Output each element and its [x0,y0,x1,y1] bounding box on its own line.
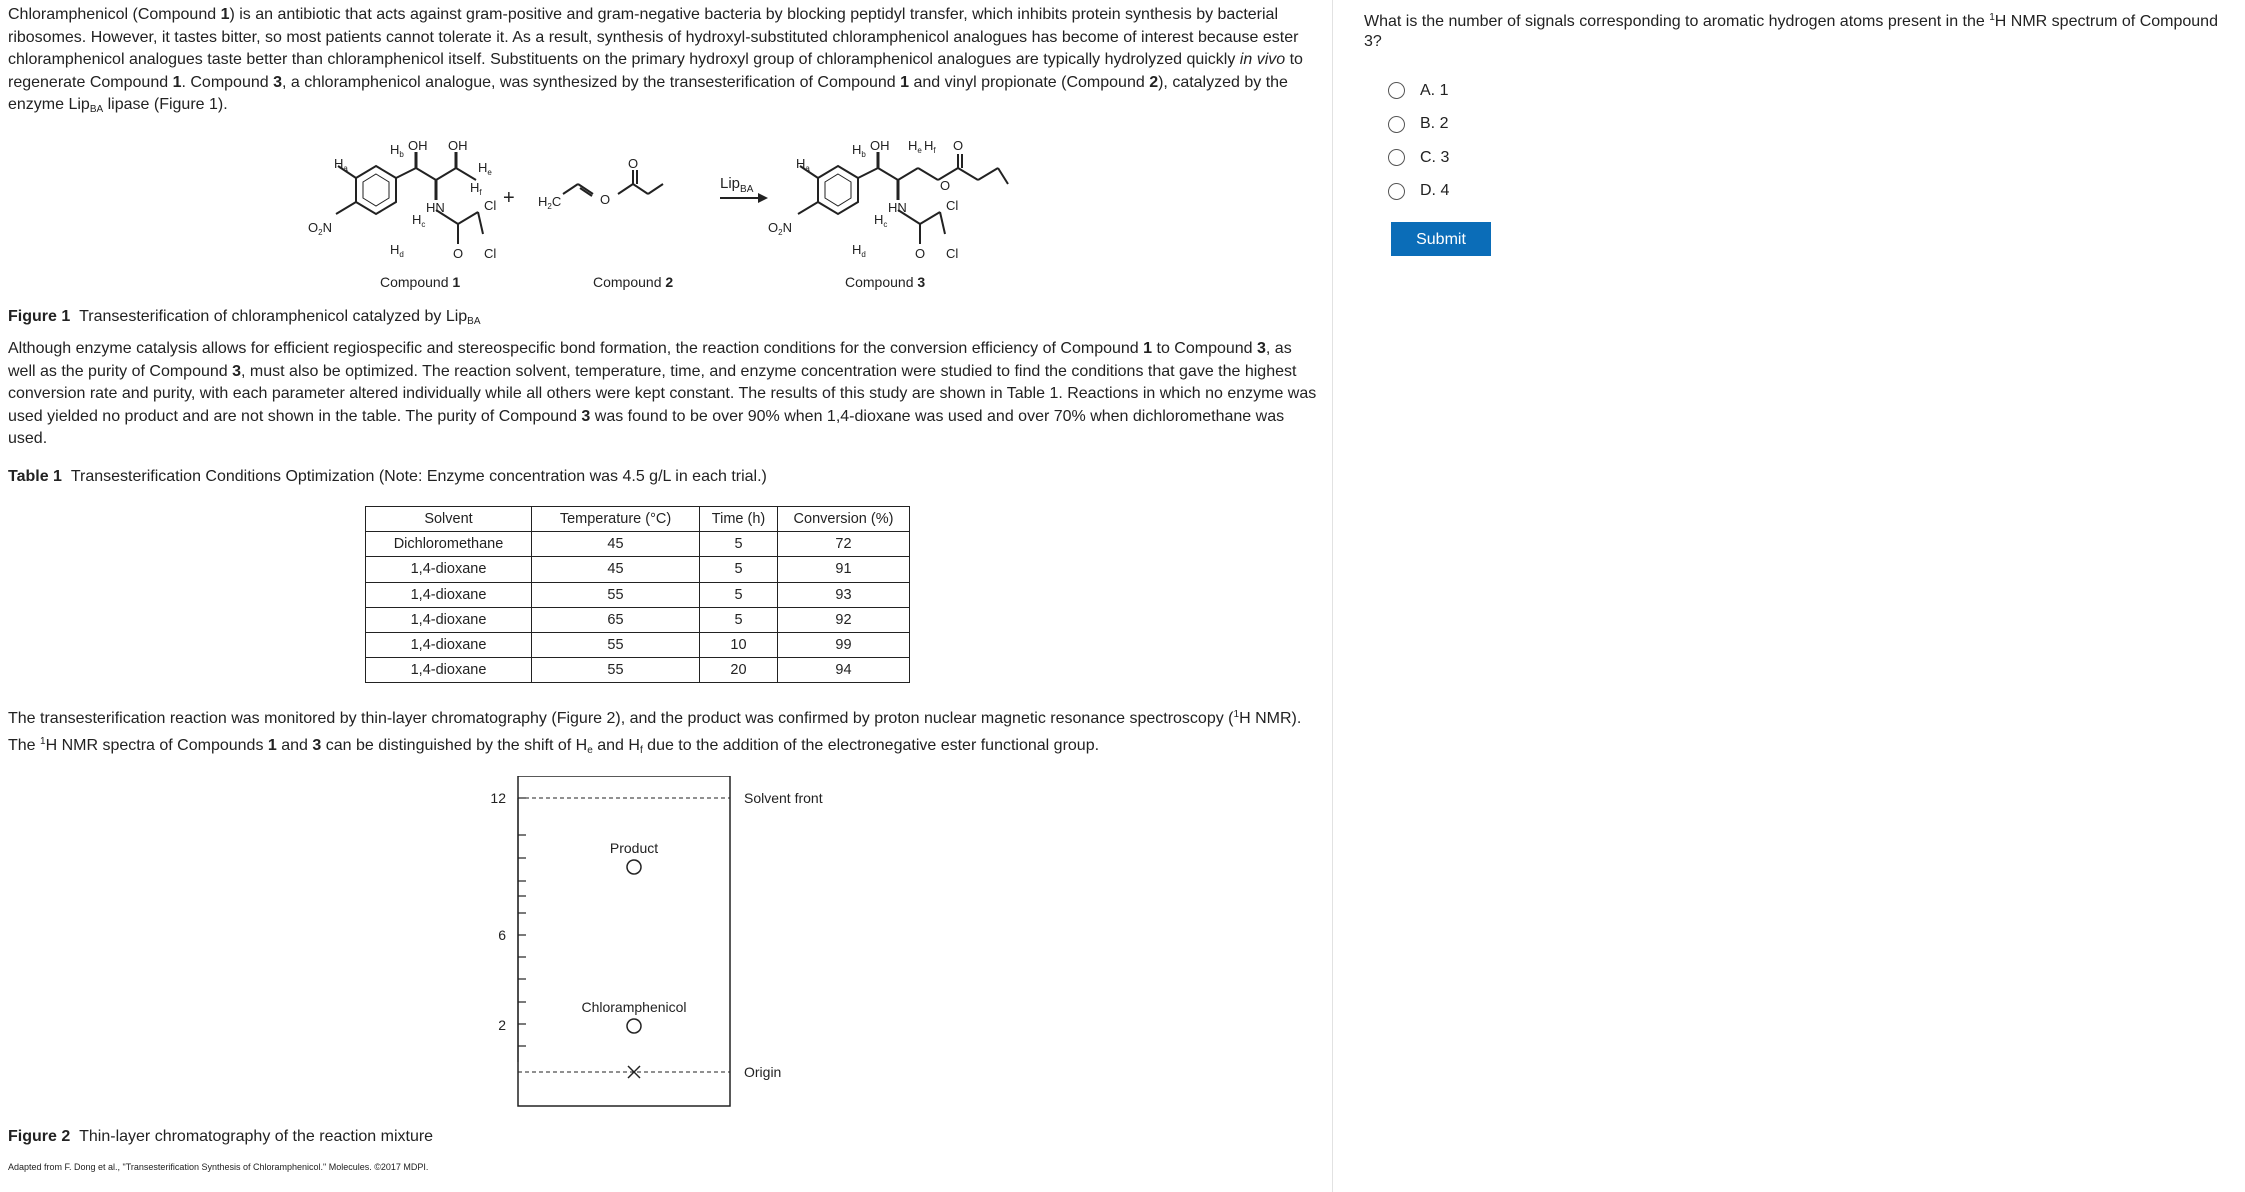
radio-icon[interactable] [1388,82,1405,99]
svg-text:Hd: $H_d$ [390,242,404,259]
table-cell: 99 [778,632,910,657]
submit-button[interactable]: Submit [1391,222,1491,256]
table-cell: 5 [700,532,778,557]
svg-text:OH: OH [408,138,428,153]
svg-text:Hb: $H_b$ [852,142,866,159]
table-cell: 55 [532,632,700,657]
answer-options [1364,74,2234,208]
svg-text:O2N: $O_2N$ [768,220,792,237]
origin-label: Origin [744,1064,782,1080]
option-c[interactable] [1388,141,2234,175]
table-cell: Dichloromethane [366,532,532,557]
tlc-tick-label: 12 [490,790,506,806]
svg-text:HN: HN [426,200,445,215]
table-cell: 1,4-dioxane [366,658,532,683]
table-header-cell: Conversion (%) [778,507,910,532]
table-cell: 5 [700,557,778,582]
compound3-label: Compound 3 [845,274,926,290]
table-cell: 72 [778,532,910,557]
svg-text:Hf: $H_f$ [470,180,482,197]
svg-text:OH: OH [448,138,468,153]
svg-text:+: + [503,187,515,209]
svg-text:Cl: Cl [484,198,497,213]
table-row [366,582,910,607]
table-row [366,607,910,632]
table-cell: 45 [532,557,700,582]
pane-divider [1332,0,1333,1192]
question-stem: What is the number of signals corresponding to aromatic hydrogen atoms present in the $^1$H NMR spectrum of Compound 3? [1364,12,2218,50]
svg-text:O: O [600,192,611,207]
table-cell: 91 [778,557,910,582]
solvent-front-label: Solvent front [744,790,823,806]
table-header-cell: Solvent [366,507,532,532]
svg-text:O2N: $O_2N$ [308,220,332,237]
svg-text:Ha: $H_a$ [334,156,348,173]
option-label: C. 3 [1420,148,1450,166]
table-row [366,532,910,557]
compound2-label: Compound 2 [593,274,674,290]
question-panel [1364,8,2234,256]
svg-text:HN: HN [888,200,907,215]
table1-caption: Table 1 Transesterification Conditions Optimization (Note: Enzyme concentration was 4.5 g/L in each trial.) [8,468,767,485]
tlc-tick-label: 6 [498,927,506,943]
table-cell: 10 [700,632,778,657]
paragraph-2: Although enzyme catalysis allows for efficient regiospecific and stereospecific bond formation, the reaction conditions for the conversion efficiency of Compound 1 to Compound 3, as well as the purity of Compound 3, must also be optimized. The reaction solvent, temperature, time, and enzyme concentration were studied to find the conditions that gave the highest conversion rate and purity, with each parameter altered individually while all others were kept constant. The results of this study are shown in Table 1. Reactions in which no enzyme was used yielded no product and are not shown in the table. The purity of Compound 3 was found to be over 90% when 1,4-dioxane was used and over 70% when dichloromethane was used. [8,340,1317,448]
intro-paragraph: Chloramphenicol (Compound 1) is an antibiotic that acts against gram-positive and gram-negative bacteria by blocking peptidyl transfer, which inhibits protein synthesis by bacterial ribosomes. However, it tastes bitter, so most patients cannot tolerate it. As a result, synthesis of hydroxyl-substituted chloramphenicol analogues has become of interest because ester chloramphenicol analogues taste better than chloramphenicol itself. Substituents on the primary hydroxyl group of chloramphenicol analogues are typically hydrolyzed quickly in vivo to regenerate Compound 1. Compound 3, a chloramphenicol analogue, was synthesized by the transesterification of Compound 1 and vinyl propionate (Compound 2), catalyzed by the enzyme Lip$_{BA}$ lipase (Figure 1). [8,6,1303,116]
radio-icon[interactable] [1388,149,1405,166]
chloramphenicol-spot [627,1019,641,1033]
svg-text:Ha: $H_a$ [796,156,810,173]
svg-text:O: O [453,246,464,261]
product-label: Product [609,840,659,856]
svg-text:O: O [940,178,951,193]
conditions-table [365,506,910,683]
table-cell: 55 [532,582,700,607]
figure2-caption: Figure 2 Thin-layer chromatography of the reaction mixture [8,1128,434,1145]
svg-text:O: O [953,138,964,153]
compound1-label: Compound 1 [380,274,461,290]
svg-text:Hf: $H_f$ [924,138,936,155]
svg-text:He: $H_e$ [908,138,922,155]
svg-text:Hb: $H_b$ [390,142,404,159]
svg-text:Cl: Cl [946,198,959,213]
svg-text:O: O [915,246,926,261]
table-cell: 65 [532,607,700,632]
figure1-reaction-scheme [308,132,1028,297]
table-row [366,557,910,582]
enzyme-label: Lip$_{BA}$ [720,175,754,195]
table-cell: 1,4-dioxane [366,582,532,607]
table-cell: 1,4-dioxane [366,632,532,657]
option-b[interactable] [1388,108,2234,142]
product-spot [627,860,641,874]
svg-text:He: $H_e$ [478,160,492,177]
passage-panel [8,4,1324,1192]
paragraph-3: The transesterification reaction was monitored by thin-layer chromatography (Figure 2), and the product was confirmed by proton nuclear magnetic resonance spectroscopy ($^1$H NMR). The $^1$H NMR spectra of Compounds 1 and 3 can be distinguished by the shift of $H_e$ and $H_f$ due to the addition of the electronegative ester functional group. [8,709,1302,756]
table-cell: 45 [532,532,700,557]
table-cell: 5 [700,582,778,607]
table-cell: 20 [700,658,778,683]
svg-text:Cl: Cl [946,246,959,261]
radio-icon[interactable] [1388,183,1405,200]
table-row [366,658,910,683]
svg-text:O: O [628,156,639,171]
svg-text:OH: OH [870,138,890,153]
option-a[interactable] [1388,74,2234,108]
svg-text:Cl: Cl [484,246,497,261]
tlc-tick-label: 2 [498,1017,506,1033]
svg-text:Hd: $H_d$ [852,242,866,259]
svg-text:H2C: $H_2C$ [538,194,562,211]
table-cell: 5 [700,607,778,632]
figure2-tlc-plate [488,776,868,1116]
option-label: A. 1 [1420,81,1449,99]
table-header-row [366,507,910,532]
option-label: D. 4 [1420,182,1450,200]
svg-text:Hc: $H_c$ [412,212,426,229]
table-header-cell: Temperature (°C) [532,507,700,532]
table-cell: 92 [778,607,910,632]
table-header-cell: Time (h) [700,507,778,532]
table-cell: 94 [778,658,910,683]
attribution: Adapted from F. Dong et al., "Transesterification Synthesis of Chloramphenicol." Molecules. ©2017 MDPI. [8,1162,429,1172]
radio-icon[interactable] [1388,116,1405,133]
table-cell: 55 [532,658,700,683]
table-cell: 1,4-dioxane [366,607,532,632]
table-row [366,632,910,657]
figure1-caption: Figure 1 Transesterification of chloramphenicol catalyzed by Lip$_{BA}$ [8,308,481,327]
option-label: B. 2 [1420,115,1449,133]
table-cell: 1,4-dioxane [366,557,532,582]
option-d[interactable] [1388,175,2234,209]
chloramphenicol-label: Chloramphenicol [581,999,687,1015]
table-cell: 93 [778,582,910,607]
svg-text:Hc: $H_c$ [874,212,888,229]
